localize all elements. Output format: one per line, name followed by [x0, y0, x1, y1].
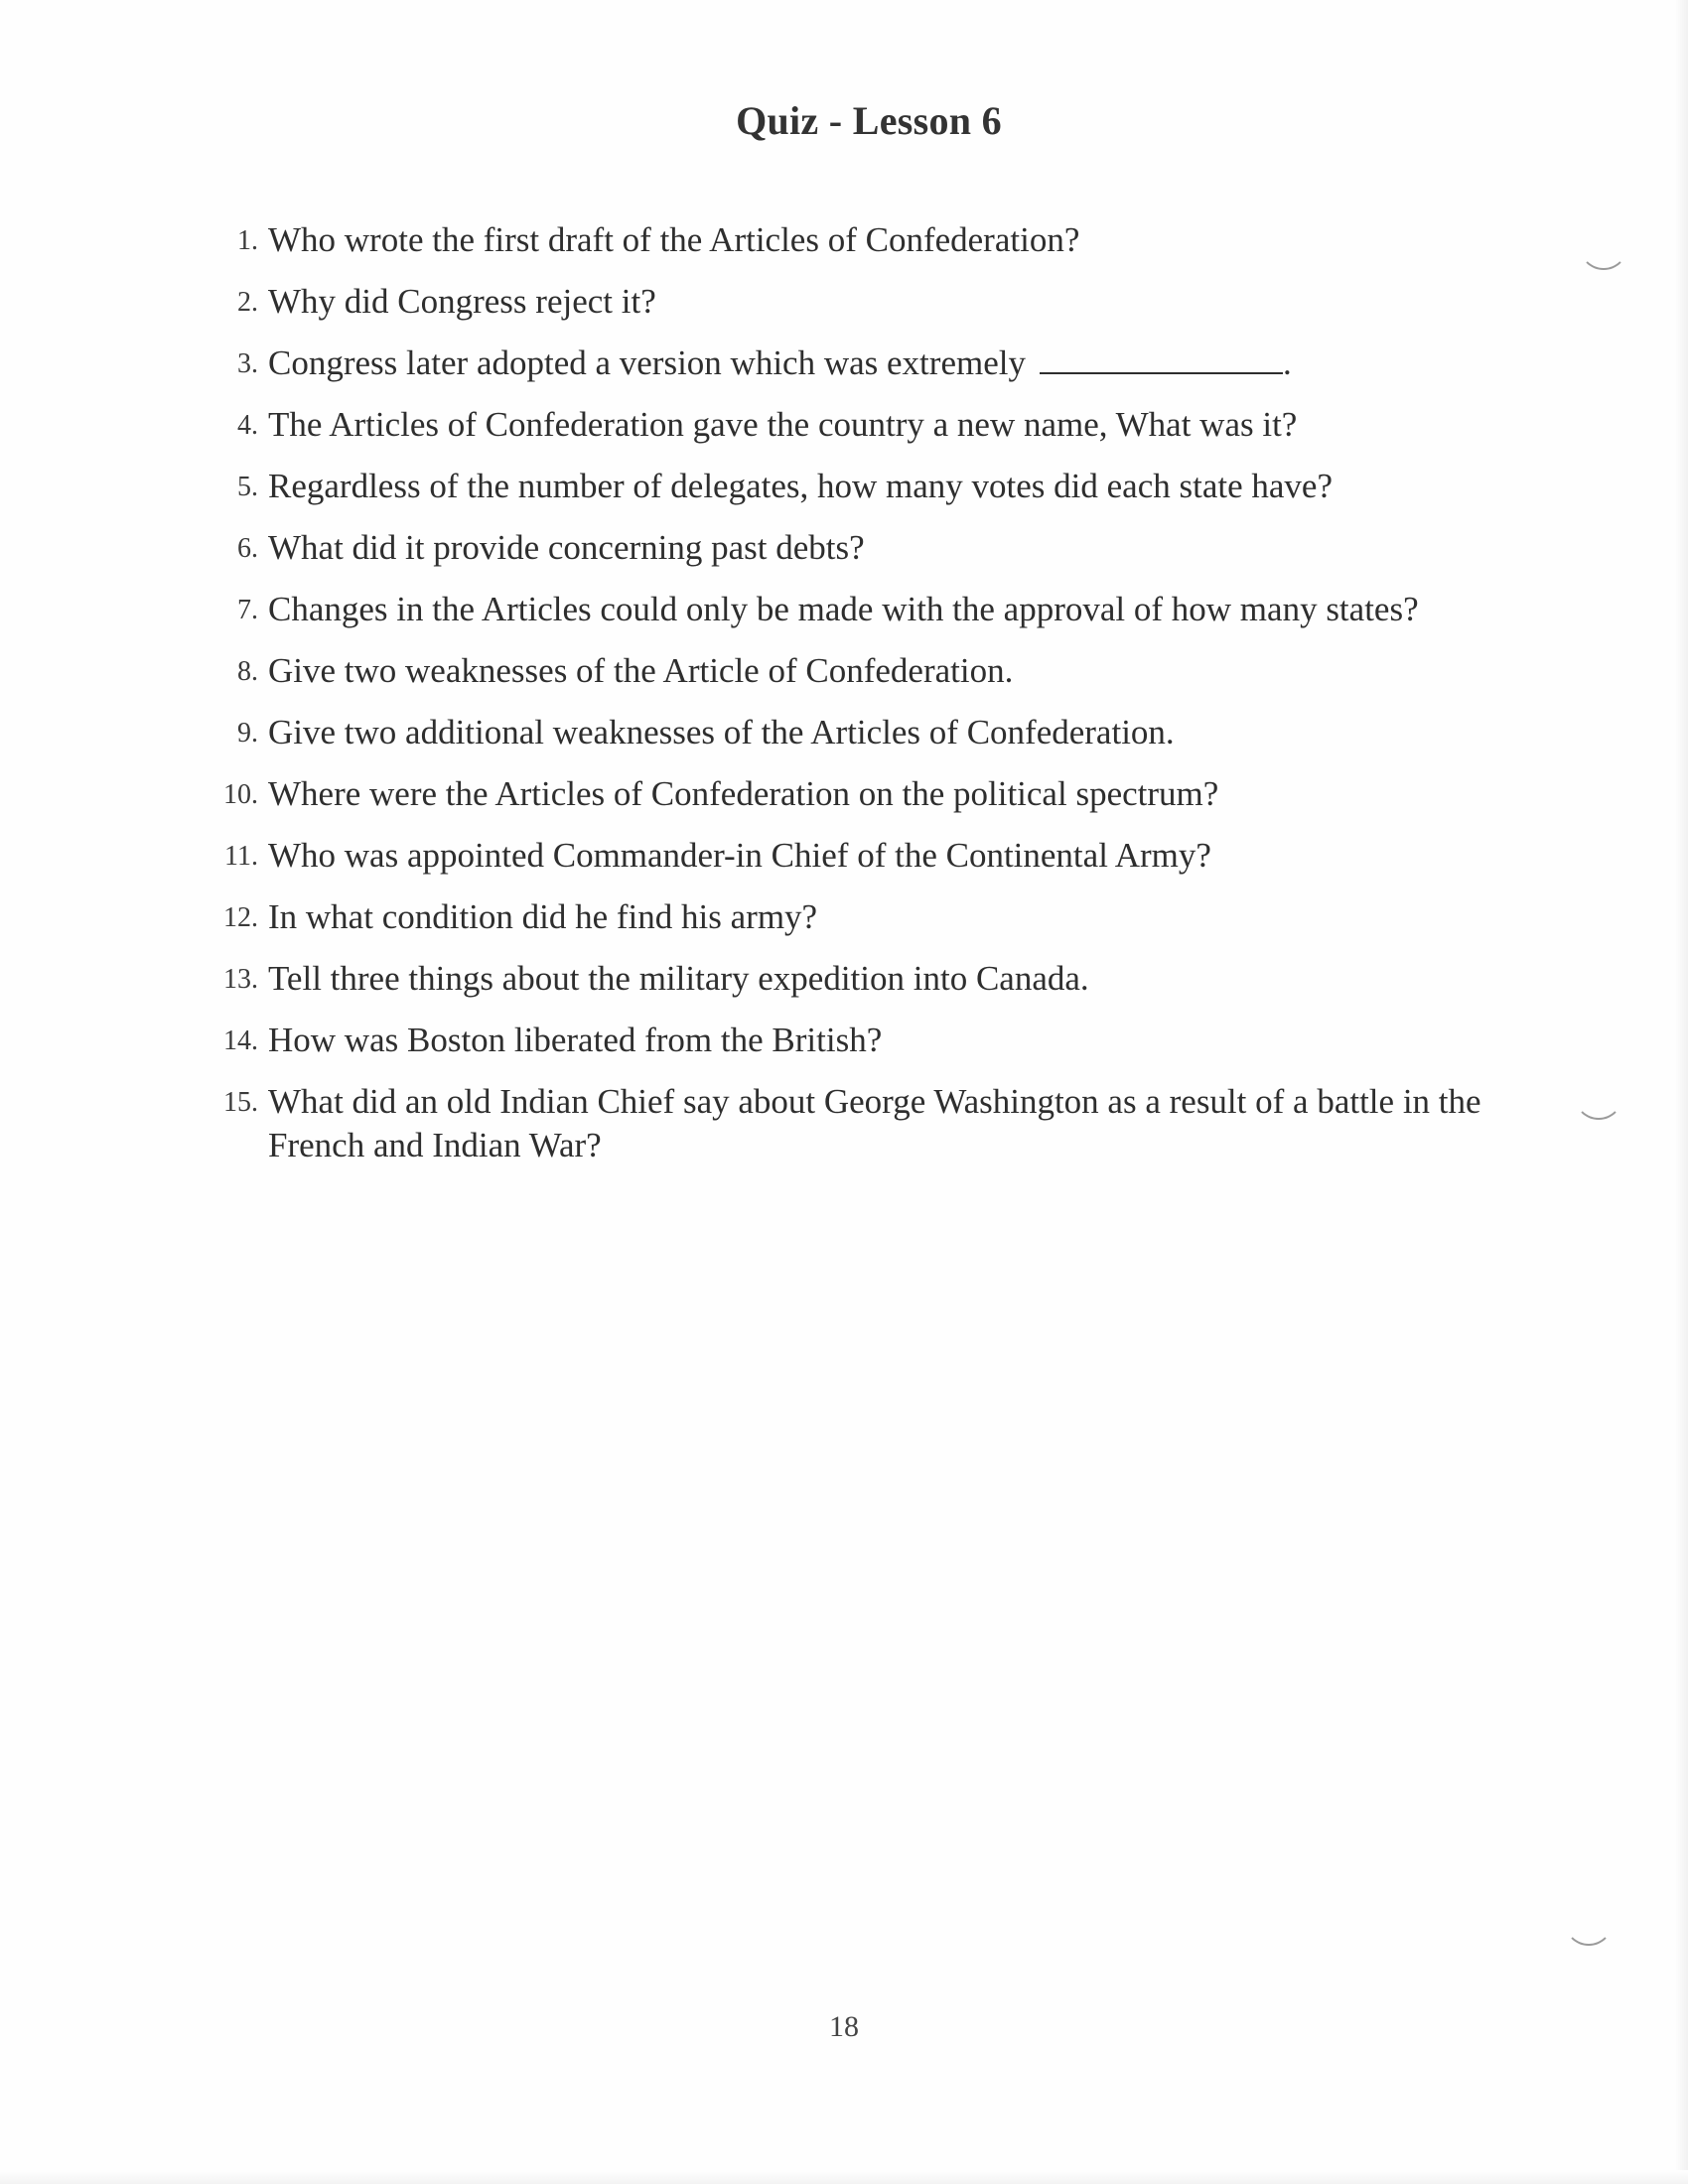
answer-blank-line[interactable]	[1040, 344, 1283, 374]
question-number: 12.	[223, 902, 258, 933]
question-item	[199, 772, 1489, 816]
question-item	[199, 403, 1489, 447]
question-list	[199, 218, 1489, 1185]
page-edge-shadow	[1674, 0, 1688, 2184]
question-number: 5.	[237, 472, 258, 502]
question-number: 2.	[237, 287, 258, 318]
question-item	[199, 957, 1489, 1001]
question-number: 6.	[237, 533, 258, 564]
question-text: Who wrote the first draft of the Articles of Confederation?	[268, 220, 1080, 259]
question-number: 8.	[237, 656, 258, 687]
question-text: In what condition did he find his army?	[268, 897, 818, 936]
question-item	[199, 649, 1489, 693]
question-item	[199, 588, 1489, 631]
question-item	[199, 1080, 1489, 1167]
page-title: Quiz - Lesson 6	[736, 98, 1002, 143]
question-text: How was Boston liberated from the British?	[268, 1021, 883, 1059]
question-number: 7.	[237, 595, 258, 625]
question-suffix: .	[1282, 343, 1292, 382]
binder-hole-icon	[1579, 220, 1628, 270]
question-text: Who was appointed Commander-in Chief of the Continental Army?	[268, 836, 1211, 875]
question-text: Give two additional weaknesses of the Articles of Confederation.	[268, 713, 1175, 751]
question-item	[199, 1019, 1489, 1062]
question-number: 13.	[223, 964, 258, 995]
question-text: Congress later adopted a version which was extremely	[268, 343, 1026, 382]
question-item	[199, 711, 1489, 754]
question-item	[199, 834, 1489, 878]
question-item	[199, 280, 1489, 324]
question-number: 11.	[224, 841, 258, 872]
question-number: 3.	[237, 348, 258, 379]
question-text: What did it provide concerning past debts?	[268, 528, 865, 567]
question-number: 1.	[237, 225, 258, 256]
question-text: Give two weaknesses of the Article of Confederation.	[268, 651, 1014, 690]
question-text: Why did Congress reject it?	[268, 282, 656, 321]
question-text: Tell three things about the military expedition into Canada.	[268, 959, 1089, 998]
question-number: 4.	[237, 410, 258, 441]
question-item	[199, 218, 1489, 262]
page-bottom-edge	[0, 2170, 1688, 2184]
question-number: 9.	[237, 718, 258, 749]
question-text: Changes in the Articles could only be made with the approval of how many states?	[268, 590, 1419, 628]
question-text: Where were the Articles of Confederation on the political spectrum?	[268, 774, 1219, 813]
question-text: What did an old Indian Chief say about George Washington as a result of a battle in the French and Indian War?	[268, 1082, 1481, 1164]
question-number: 15.	[223, 1087, 258, 1118]
question-text: The Articles of Confederation gave the country a new name, What was it?	[268, 405, 1298, 444]
page-number: 18	[829, 2010, 859, 2043]
question-item	[199, 465, 1489, 508]
question-item	[199, 341, 1489, 385]
binder-hole-icon	[1564, 1896, 1614, 1946]
question-number: 10.	[223, 779, 258, 810]
question-item	[199, 526, 1489, 570]
question-number: 14.	[223, 1025, 258, 1056]
binder-hole-icon	[1574, 1070, 1623, 1120]
question-text: Regardless of the number of delegates, how many votes did each state have?	[268, 467, 1333, 505]
question-item	[199, 895, 1489, 939]
